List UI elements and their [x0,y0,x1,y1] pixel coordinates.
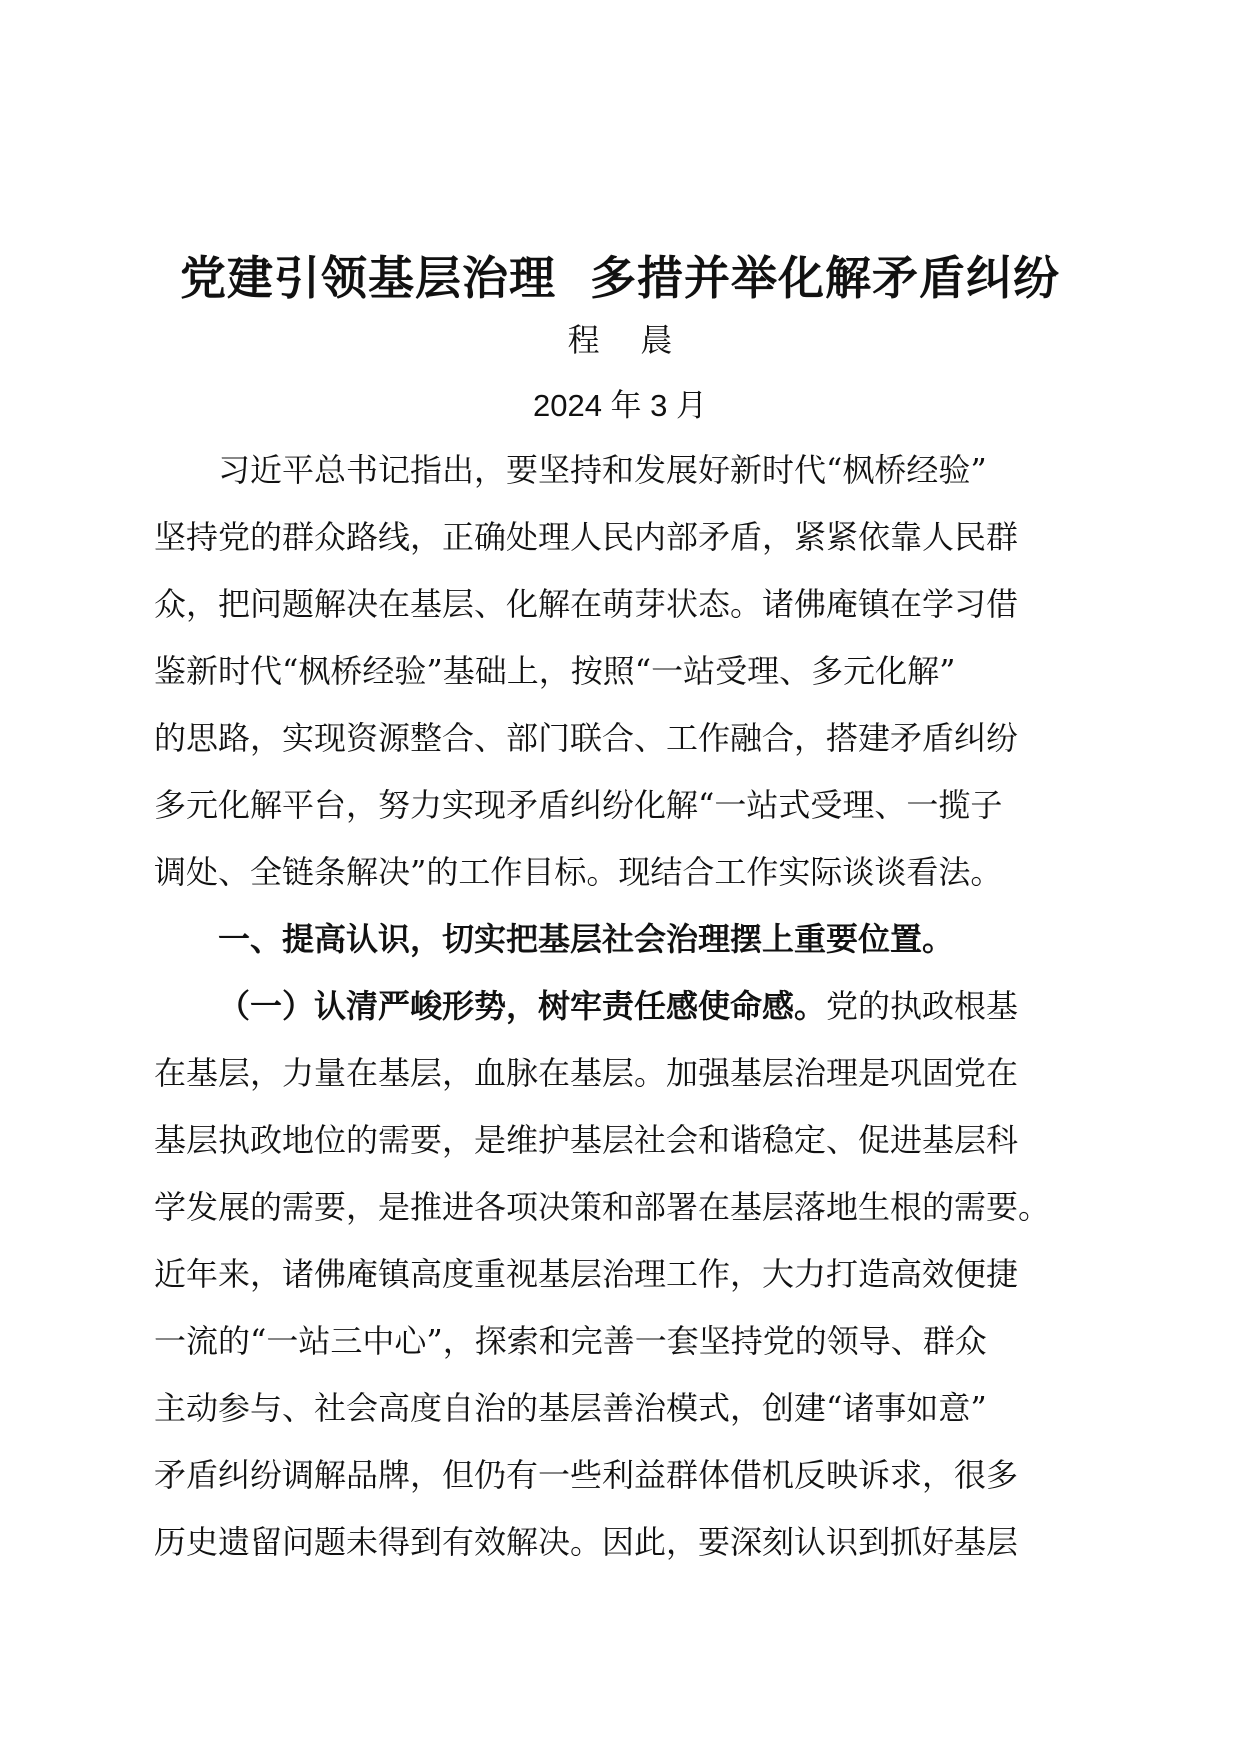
document-title: 党建引领基层治理 多措并举化解矛盾纠纷 [179,251,1061,305]
paragraph-line: 众，把问题解决在基层、化解在萌芽状态。诸佛庵镇在学习借 [154,585,1019,623]
paragraph-line: 一流的“一站三中心”，探索和完善一套坚持党的领导、群众 [154,1322,987,1360]
paragraph-line: 调处、全链条解决”的工作目标。现结合工作实际谈谈看法。 [154,853,1003,891]
subsection-line [218,984,1098,1028]
paragraph-line: 多元化解平台，努力实现矛盾纠纷化解“一站式受理、一揽子 [154,786,1003,824]
document-date: 2024 年 3 月 [532,388,708,423]
paragraph-line: 习近平总书记指出，要坚持和发展好新时代“枫桥经验” [218,451,987,489]
paragraph-line: 主动参与、社会高度自治的基层善治模式，创建“诸事如意” [154,1389,987,1427]
paragraph-line: 学发展的需要，是推进各项决策和部署在基层落地生根的需要。 [154,1188,1051,1226]
paragraph-line: 的思路，实现资源整合、部门联合、工作融合，搭建矛盾纠纷 [154,719,1019,757]
paragraph-line: 鉴新时代“枫桥经验”基础上，按照“一站受理、多元化解” [154,652,956,690]
paragraph-line: 历史遗留问题未得到有效解决。因此，要深刻认识到抓好基层 [154,1523,1019,1561]
paragraph-line: 矛盾纠纷调解品牌，但仍有一些利益群体借机反映诉求，很多 [154,1456,1019,1494]
paragraph-line: 坚持党的群众路线，正确处理人民内部矛盾，紧紧依靠人民群 [154,518,1019,556]
paragraph-line: 近年来，诸佛庵镇高度重视基层治理工作，大力打造高效便捷 [154,1255,1019,1293]
paragraph-line: 在基层，力量在基层，血脉在基层。加强基层治理是巩固党在 [154,1054,1019,1092]
paragraph-text: 党的执政根基 [826,987,1019,1025]
document-author: 程 晨 [567,321,673,359]
subsection-heading: （一）认清严峻形势，树牢责任感使命感。 [218,987,827,1025]
paragraph-line: 基层执政地位的需要，是维护基层社会和谐稳定、促进基层科 [154,1121,1019,1159]
section-heading: 一、提高认识，切实把基层社会治理摆上重要位置。 [218,920,955,958]
